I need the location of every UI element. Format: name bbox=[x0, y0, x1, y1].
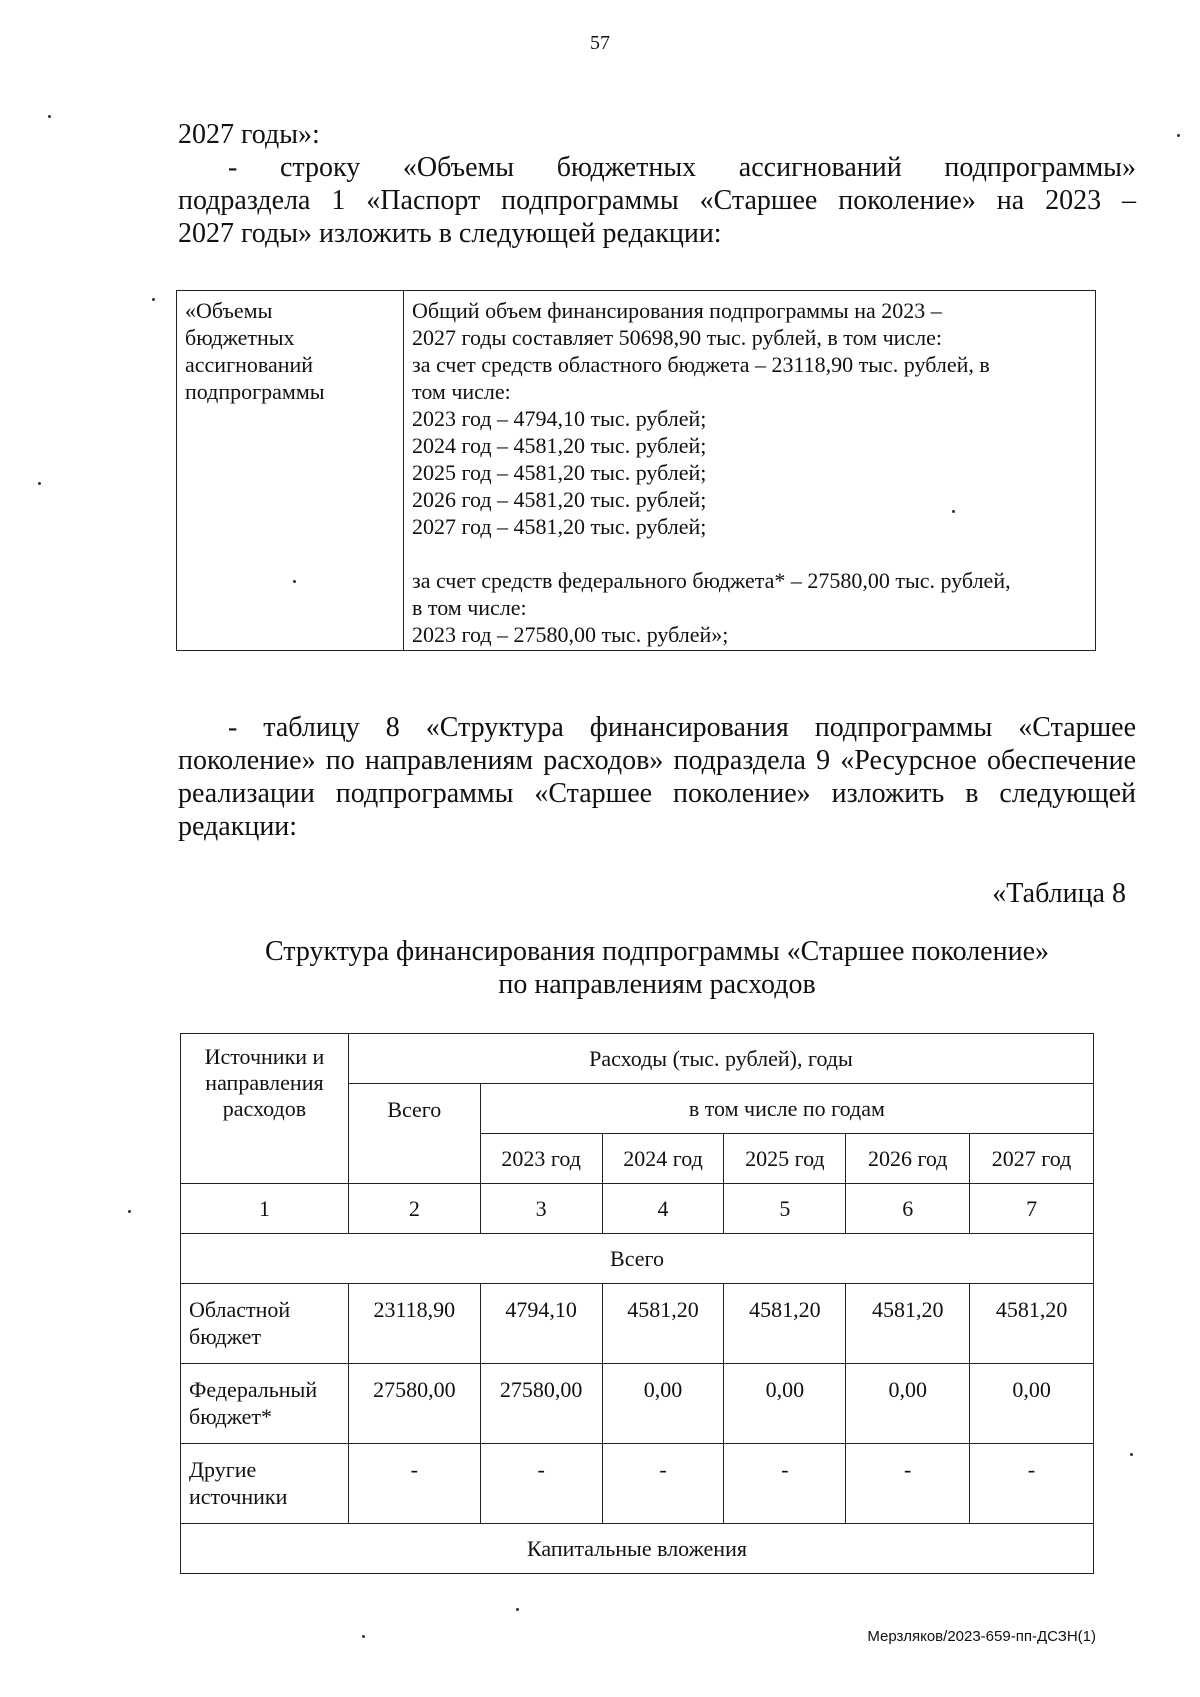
intro-line: 2027 годы»: bbox=[178, 119, 320, 150]
passport-right-line: в том числе: bbox=[412, 595, 527, 620]
value-cell: - bbox=[602, 1444, 724, 1524]
passport-right-cell bbox=[404, 291, 1096, 651]
table-row bbox=[181, 1444, 1094, 1524]
scan-speck bbox=[1177, 134, 1180, 137]
passport-right-line: 2027 годы составляет 50698,90 тыс. рублей, в том числе: bbox=[412, 325, 943, 350]
passport-right-line: за счет средств областного бюджета – 23118,90 тыс. рублей, в bbox=[412, 352, 990, 377]
row-label-line: источники bbox=[189, 1484, 288, 1509]
table-label: «Таблица 8 bbox=[992, 878, 1126, 909]
header-year: 2024 год bbox=[602, 1134, 724, 1184]
value-cell: 27580,00 bbox=[348, 1364, 480, 1444]
row-label-line: Федеральный bbox=[189, 1377, 318, 1402]
value-cell: 4581,20 bbox=[724, 1284, 846, 1364]
table-title bbox=[178, 935, 1136, 1001]
intro-paragraph-line: - строку «Объемы бюджетных ассигнований подпрограммы» bbox=[228, 152, 1136, 183]
row-label-line: Областной bbox=[189, 1297, 291, 1322]
row-label bbox=[181, 1364, 349, 1444]
header-by-years: в том числе по годам bbox=[480, 1084, 1093, 1134]
column-number: 5 bbox=[724, 1184, 846, 1234]
value-cell: 4794,10 bbox=[480, 1284, 602, 1364]
value-cell: 4581,20 bbox=[970, 1284, 1094, 1364]
passport-right-line: 2023 год – 27580,00 тыс. рублей»; bbox=[412, 622, 729, 647]
middle-paragraph-line: редакции: bbox=[178, 811, 298, 842]
value-cell: - bbox=[348, 1444, 480, 1524]
passport-left-cell bbox=[177, 291, 404, 651]
middle-paragraph-line: - таблицу 8 «Структура финансирования подпрограммы «Старшее bbox=[228, 712, 1136, 743]
column-number: 1 bbox=[181, 1184, 349, 1234]
scan-speck bbox=[128, 1210, 131, 1213]
value-cell: 4581,20 bbox=[602, 1284, 724, 1364]
passport-right-line: том числе: bbox=[412, 379, 511, 404]
page-number: 57 bbox=[590, 32, 610, 54]
table-row bbox=[181, 1364, 1094, 1444]
scan-speck bbox=[1130, 1453, 1133, 1456]
passport-left-line: ассигнований bbox=[185, 352, 314, 377]
table-title-line: по направлениям расходов bbox=[498, 969, 816, 1000]
header-sources-line: расходов bbox=[222, 1096, 307, 1121]
scan-speck bbox=[293, 580, 296, 583]
passport-left-line: бюджетных bbox=[185, 325, 295, 350]
header-sources-line: Источники и bbox=[204, 1044, 325, 1069]
row-label-line: Другие bbox=[189, 1457, 257, 1482]
value-cell: - bbox=[724, 1444, 846, 1524]
passport-right-line: 2025 год – 4581,20 тыс. рублей; bbox=[412, 460, 707, 485]
passport-right-line: 2024 год – 4581,20 тыс. рублей; bbox=[412, 433, 707, 458]
table-row bbox=[181, 1284, 1094, 1364]
passport-table bbox=[176, 290, 1096, 651]
middle-paragraph-line: поколение» по направлениям расходов» подраздела 9 «Ресурсное обеспечение bbox=[178, 745, 1136, 776]
row-label bbox=[181, 1284, 349, 1364]
passport-right-line: за счет средств федерального бюджета* – 27580,00 тыс. рублей, bbox=[412, 568, 1011, 593]
finance-table bbox=[180, 1033, 1094, 1574]
value-cell: 27580,00 bbox=[480, 1364, 602, 1444]
scan-speck bbox=[48, 115, 51, 118]
header-year: 2027 год bbox=[970, 1134, 1094, 1184]
scan-speck bbox=[952, 510, 955, 513]
header-expenses: Расходы (тыс. рублей), годы bbox=[348, 1034, 1093, 1084]
passport-left-line: «Объемы bbox=[185, 298, 273, 323]
row-label-line: бюджет bbox=[189, 1324, 261, 1349]
intro-paragraph-line: подраздела 1 «Паспорт подпрограммы «Старшее поколение» на 2023 – bbox=[178, 185, 1136, 216]
column-number: 6 bbox=[846, 1184, 970, 1234]
row-label-line: бюджет* bbox=[189, 1404, 272, 1429]
scan-speck bbox=[362, 1635, 365, 1638]
header-year: 2023 год bbox=[480, 1134, 602, 1184]
scan-speck bbox=[38, 482, 41, 485]
passport-blank-line bbox=[412, 540, 1089, 567]
intro-paragraph-line: 2027 годы» изложить в следующей редакции: bbox=[178, 218, 722, 249]
section-total: Всего bbox=[181, 1234, 1094, 1284]
scan-speck bbox=[152, 298, 155, 301]
section-capital: Капитальные вложения bbox=[181, 1524, 1094, 1574]
column-number: 7 bbox=[970, 1184, 1094, 1234]
value-cell: 0,00 bbox=[724, 1364, 846, 1444]
header-sources-line: направления bbox=[205, 1070, 324, 1095]
row-label bbox=[181, 1444, 349, 1524]
passport-right-line: Общий объем финансирования подпрограммы на 2023 – bbox=[412, 298, 942, 323]
passport-right-line: 2026 год – 4581,20 тыс. рублей; bbox=[412, 487, 707, 512]
header-total: Всего bbox=[348, 1084, 480, 1184]
header-sources-cell bbox=[181, 1034, 349, 1184]
value-cell: 23118,90 bbox=[348, 1284, 480, 1364]
value-cell: - bbox=[970, 1444, 1094, 1524]
middle-paragraph-line: реализации подпрограммы «Старшее поколение» изложить в следующей bbox=[178, 778, 1136, 809]
header-year: 2025 год bbox=[724, 1134, 846, 1184]
column-number: 4 bbox=[602, 1184, 724, 1234]
table-title-line: Структура финансирования подпрограммы «Старшее поколение» bbox=[265, 936, 1049, 967]
value-cell: - bbox=[846, 1444, 970, 1524]
value-cell: 0,00 bbox=[970, 1364, 1094, 1444]
value-cell: - bbox=[480, 1444, 602, 1524]
value-cell: 4581,20 bbox=[846, 1284, 970, 1364]
scan-speck bbox=[516, 1608, 519, 1611]
footer-code: Мерзляков/2023-659-пп-ДСЗН(1) bbox=[867, 1628, 1096, 1645]
value-cell: 0,00 bbox=[846, 1364, 970, 1444]
column-number: 3 bbox=[480, 1184, 602, 1234]
passport-right-line: 2027 год – 4581,20 тыс. рублей; bbox=[412, 514, 707, 539]
header-year: 2026 год bbox=[846, 1134, 970, 1184]
value-cell: 0,00 bbox=[602, 1364, 724, 1444]
passport-left-line: подпрограммы bbox=[185, 379, 325, 404]
column-number: 2 bbox=[348, 1184, 480, 1234]
passport-right-line: 2023 год – 4794,10 тыс. рублей; bbox=[412, 406, 707, 431]
